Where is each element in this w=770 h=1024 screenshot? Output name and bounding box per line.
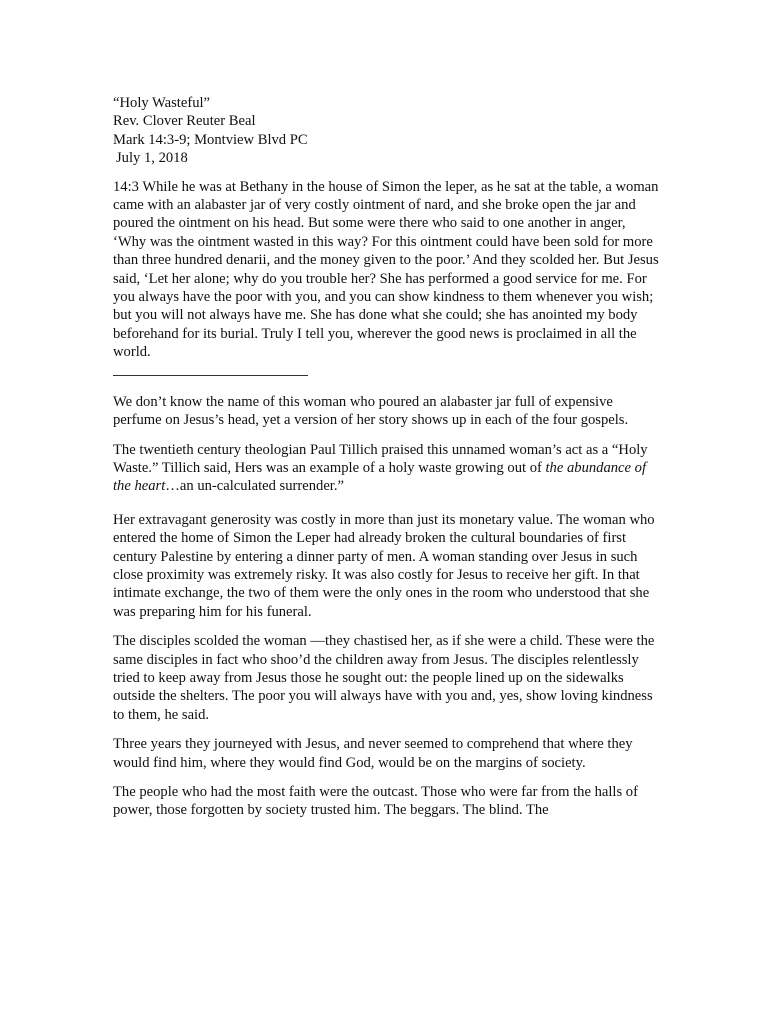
document-header [113, 94, 661, 168]
body-paragraph-5: Three years they journeyed with Jesus, and never seemed to comprehend that where they would find him, where they would find God, would be on the margins of society. [113, 736, 633, 771]
section-divider [113, 375, 308, 376]
document-page [113, 94, 661, 820]
scripture-passage: 14:3 While he was at Bethany in the house of Simon the leper, as he sat at the table, a woman came with an alabaster jar of very costly ointment of nard, and she broke open the jar and poured the ointment on his head. But some were there who said to one another in anger, ‘Why was the ointment wasted in this way? For this ointment could have been sold for more than three hundred denarii, and the money given to the poor.’ And they scolded her. But Jesus said, ‘Let her alone; why do you trouble her? She has performed a good service for me. For you always have the poor with you, and you can show kindness to them whenever you wish; but you will not always have me. She has done what she could; she has anointed my body beforehand for its burial. Truly I tell you, wherever the good news is proclaimed in all the world. [113, 178, 659, 361]
body-paragraph-1: We don’t know the name of this woman who poured an alabaster jar full of expensive perfume on Jesus’s head, yet a version of her story shows up in each of the four gospels. [113, 393, 629, 429]
sermon-date: July 1, 2018 [116, 150, 188, 167]
body-paragraph-3: Her extravagant generosity was costly in more than just its monetary value. The woman who entered the home of Simon the Leper had already broken the cultural boundaries of first century Palestine by entering a dinner party of men. A woman standing over Jesus in such close proximity was extremely risky. It was also costly for Jesus to receive her gift. In that intimate exchange, the two of them were the only ones in the room who understood that she was preparing him for his funeral. [113, 511, 655, 620]
body-paragraph-2 [113, 441, 661, 496]
body-paragraph-2-emphasis: the abundance of the heart [113, 459, 647, 495]
body-paragraph-2-start: The twentieth century theologian Paul Tillich praised this unnamed woman’s act as a “Holy Waste.” Tillich said, Hers was an example of a holy waste growing out of [113, 441, 648, 476]
body-paragraph-6: The people who had the most faith were the outcast. Those who were far from the halls of power, those forgotten by society trusted him. The beggars. The blind. The [113, 784, 638, 819]
body-paragraph-4: The disciples scolded the woman —they chastised her, as if she were a child. These were the same disciples in fact who shoo’d the children away from Jesus. The disciples relentlessly tried to keep away from Jesus those he sought out: the people lined up on the sidewalks outside the shelters. The poor you will always have with you and, yes, show loving kindness to them, he said. [113, 633, 655, 723]
section-divider-wrap [113, 362, 661, 376]
body-paragraph-2-end: …an un-calculated surrender.” [165, 478, 344, 495]
scripture-reference: Mark 14:3-9; Montview Blvd PC [113, 131, 308, 148]
sermon-title: “Holy Wasteful” [113, 95, 211, 111]
author-name: Rev. Clover Reuter Beal [113, 113, 256, 130]
